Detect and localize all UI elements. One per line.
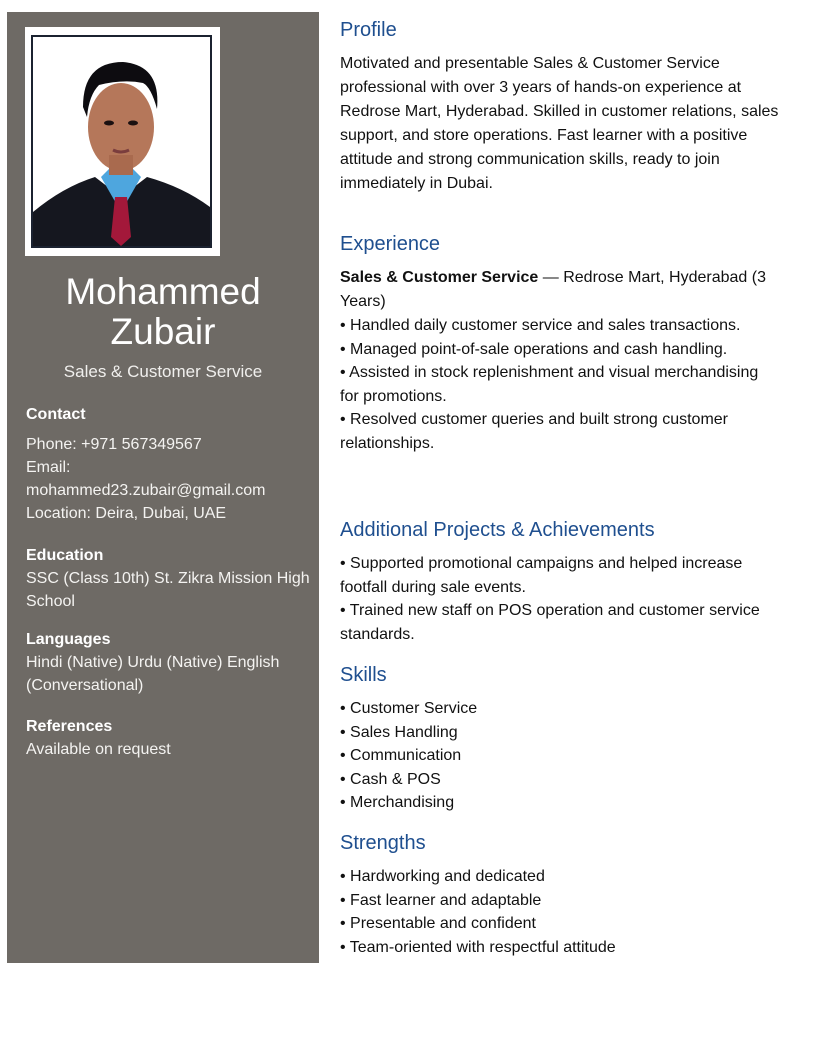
skill-item: • Customer Service bbox=[340, 700, 478, 717]
skill-item: • Cash & POS bbox=[340, 770, 441, 788]
strength-item: • Team-oriented with respectful attitude bbox=[340, 938, 616, 956]
person-photo-icon bbox=[33, 37, 210, 246]
experience-bullet: • Resolved customer queries and built strong customer relationships. bbox=[340, 411, 729, 452]
strength-item: • Hardworking and dedicated bbox=[340, 868, 545, 885]
name-last: Zubair bbox=[110, 311, 216, 352]
skill-item: • Sales Handling bbox=[340, 723, 458, 741]
projects-heading: Additional Projects & Achievements bbox=[340, 519, 655, 541]
education-section bbox=[26, 545, 316, 613]
education-text: SSC (Class 10th) St. Zikra Mission High School bbox=[26, 570, 310, 610]
languages-text: Hindi (Native) Urdu (Native) English (Conversational) bbox=[26, 654, 280, 694]
name-first: Mohammed bbox=[65, 271, 261, 312]
profile-section bbox=[340, 16, 780, 196]
profile-heading: Profile bbox=[340, 19, 397, 41]
references-heading: References bbox=[26, 718, 113, 735]
candidate-title: Sales & Customer Service bbox=[63, 362, 263, 381]
contact-section bbox=[26, 404, 316, 525]
experience-job bbox=[340, 266, 780, 314]
languages-heading: Languages bbox=[26, 631, 111, 648]
projects-bullet: • Supported promotional campaigns and helped increase footfall during sale events. bbox=[340, 555, 743, 596]
contact-email[interactable]: mohammed23.zubair@gmail.com bbox=[26, 482, 266, 499]
experience-role: Sales & Customer Service bbox=[340, 269, 539, 286]
sidebar bbox=[7, 12, 319, 963]
projects-bullet: • Trained new staff on POS operation and customer service standards. bbox=[340, 602, 760, 643]
contact-email-label: Email: bbox=[26, 459, 71, 476]
strengths-heading: Strengths bbox=[340, 832, 426, 854]
strength-item: • Presentable and confident bbox=[340, 915, 536, 932]
skills-heading: Skills bbox=[340, 664, 387, 686]
profile-photo-frame bbox=[25, 27, 220, 256]
experience-bullet: • Managed point-of-sale operations and cash handling. bbox=[340, 340, 728, 358]
projects-section bbox=[340, 516, 780, 646]
profile-photo bbox=[31, 35, 212, 248]
experience-bullet: • Handled daily customer service and sales transactions. bbox=[340, 317, 741, 334]
strengths-section bbox=[340, 829, 780, 959]
skill-item: • Merchandising bbox=[340, 794, 455, 811]
candidate-name bbox=[7, 272, 319, 352]
contact-heading: Contact bbox=[26, 406, 86, 423]
experience-section bbox=[340, 230, 780, 455]
references-section bbox=[26, 716, 316, 761]
references-text: Available on request bbox=[26, 741, 171, 758]
skill-item: • Communication bbox=[340, 747, 462, 764]
education-heading: Education bbox=[26, 547, 104, 564]
experience-bullet: • Assisted in stock replenishment and visual merchandising for promotions. bbox=[340, 364, 759, 405]
experience-heading: Experience bbox=[340, 233, 441, 255]
contact-phone: Phone: +971 567349567 bbox=[26, 436, 202, 453]
contact-location: Location: Deira, Dubai, UAE bbox=[26, 505, 227, 522]
languages-section bbox=[26, 629, 316, 697]
skills-section bbox=[340, 661, 780, 815]
profile-text: Motivated and presentable Sales & Customer Service professional with over 3 years of hands-on experience at Redrose Mart, Hyderabad. Skilled in customer relations, sales support, and store operations. Fast learner with a positive attitude and strong communication skills, ready to join immediately in Dubai. bbox=[340, 55, 779, 192]
strength-item: • Fast learner and adaptable bbox=[340, 891, 542, 909]
experience-company: — Redrose Mart, Hyderabad (3 Years) bbox=[340, 269, 766, 310]
